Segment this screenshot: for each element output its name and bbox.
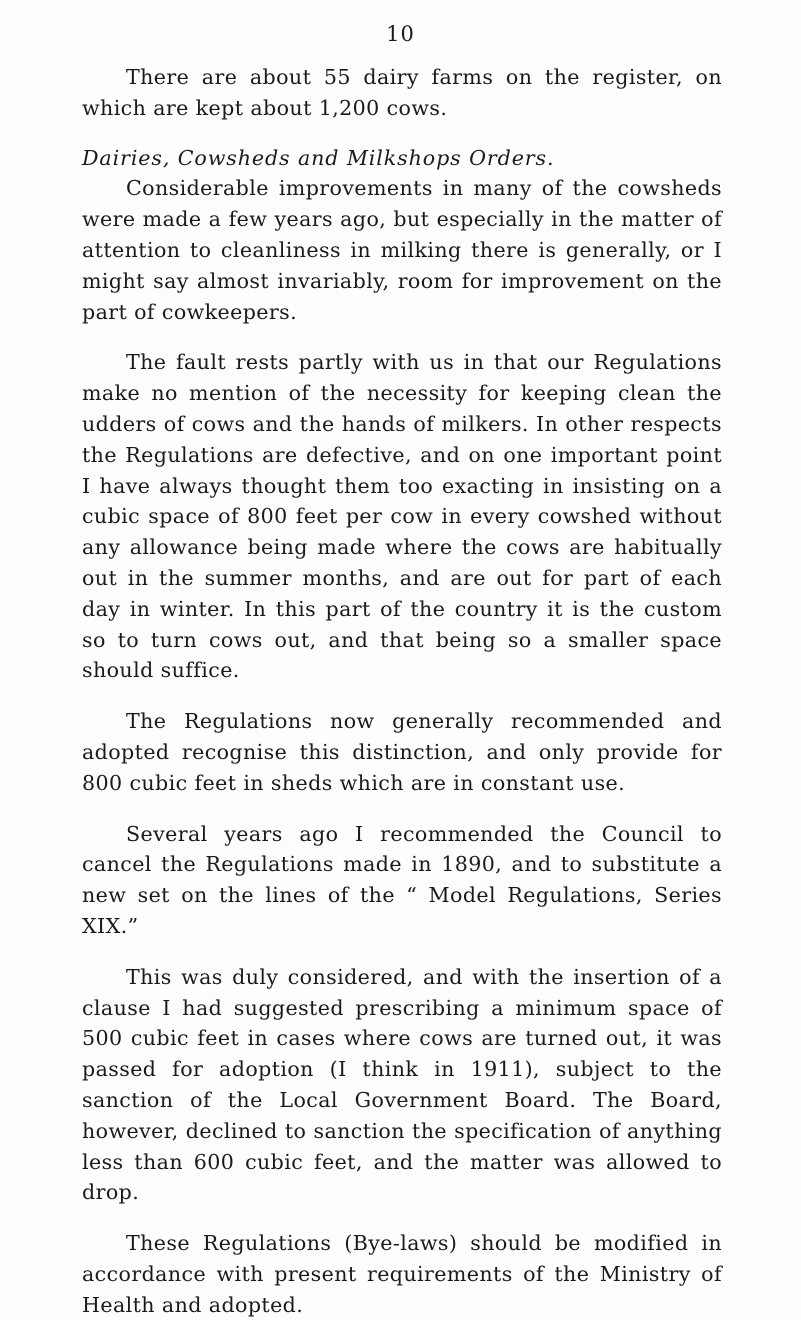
- paragraph-farms-register: There are about 55 dairy farms on the register, on which are kept about 1,200 cows.: [82, 65, 722, 120]
- paragraph-cancel-regulations: Several years ago I recommended the Council to cancel the Regulations made in 1890, and to substitute a new set on the lines of the “ Model Regulations, Series XIX.”: [82, 821, 722, 938]
- paragraph-regulations-recommended: The Regulations now generally recommended and adopted recognise this distinction, and only provide for 800 cubic feet in sheds which are in constant use.: [82, 709, 722, 795]
- paragraph-regulations-fault: The fault rests partly with us in that our Regulations make no mention of the necessity for keeping clean the udders of cows and the hands of milkers. In other respects the Regulations are defective, and on one important point I have always thought them too exacting in insisting on a cubic space of 800 feet per cow in every cowshed without any allowance being made where the cows are habitually out in the summer months, and are out for part of each day in winter. In this part of the country it is the custom so to turn cows out, and that being so a smaller space should suffice.: [82, 350, 722, 683]
- page-number: 10: [386, 22, 415, 46]
- paragraph-duly-considered: This was duly considered, and with the insertion of a clause I had suggested prescribing a minimum space of 500 cubic feet in cases where cows are turned out, it was passed for adoption (I think in 1911), subject to the sanction of the Local Government Board. The Board, however, declined to sanction the specification of anything less than 600 cubic feet, and the matter was allowed to drop.: [82, 964, 722, 1205]
- paragraph-bye-laws: These Regulations (Bye-laws) should be modified in accordance with present requirements of the Ministry of Health and adopted.: [82, 1231, 722, 1317]
- section-heading: Dairies, Cowsheds and Milkshops Orders.: [82, 145, 555, 170]
- paragraph-improvements: Considerable improvements in many of the cowsheds were made a few years ago, but especially in the matter of attention to cleanliness in milking there is generally, or I might say almost invariably, room for improvement on the part of cowkeepers.: [82, 176, 722, 324]
- body-text: [82, 62, 722, 1320]
